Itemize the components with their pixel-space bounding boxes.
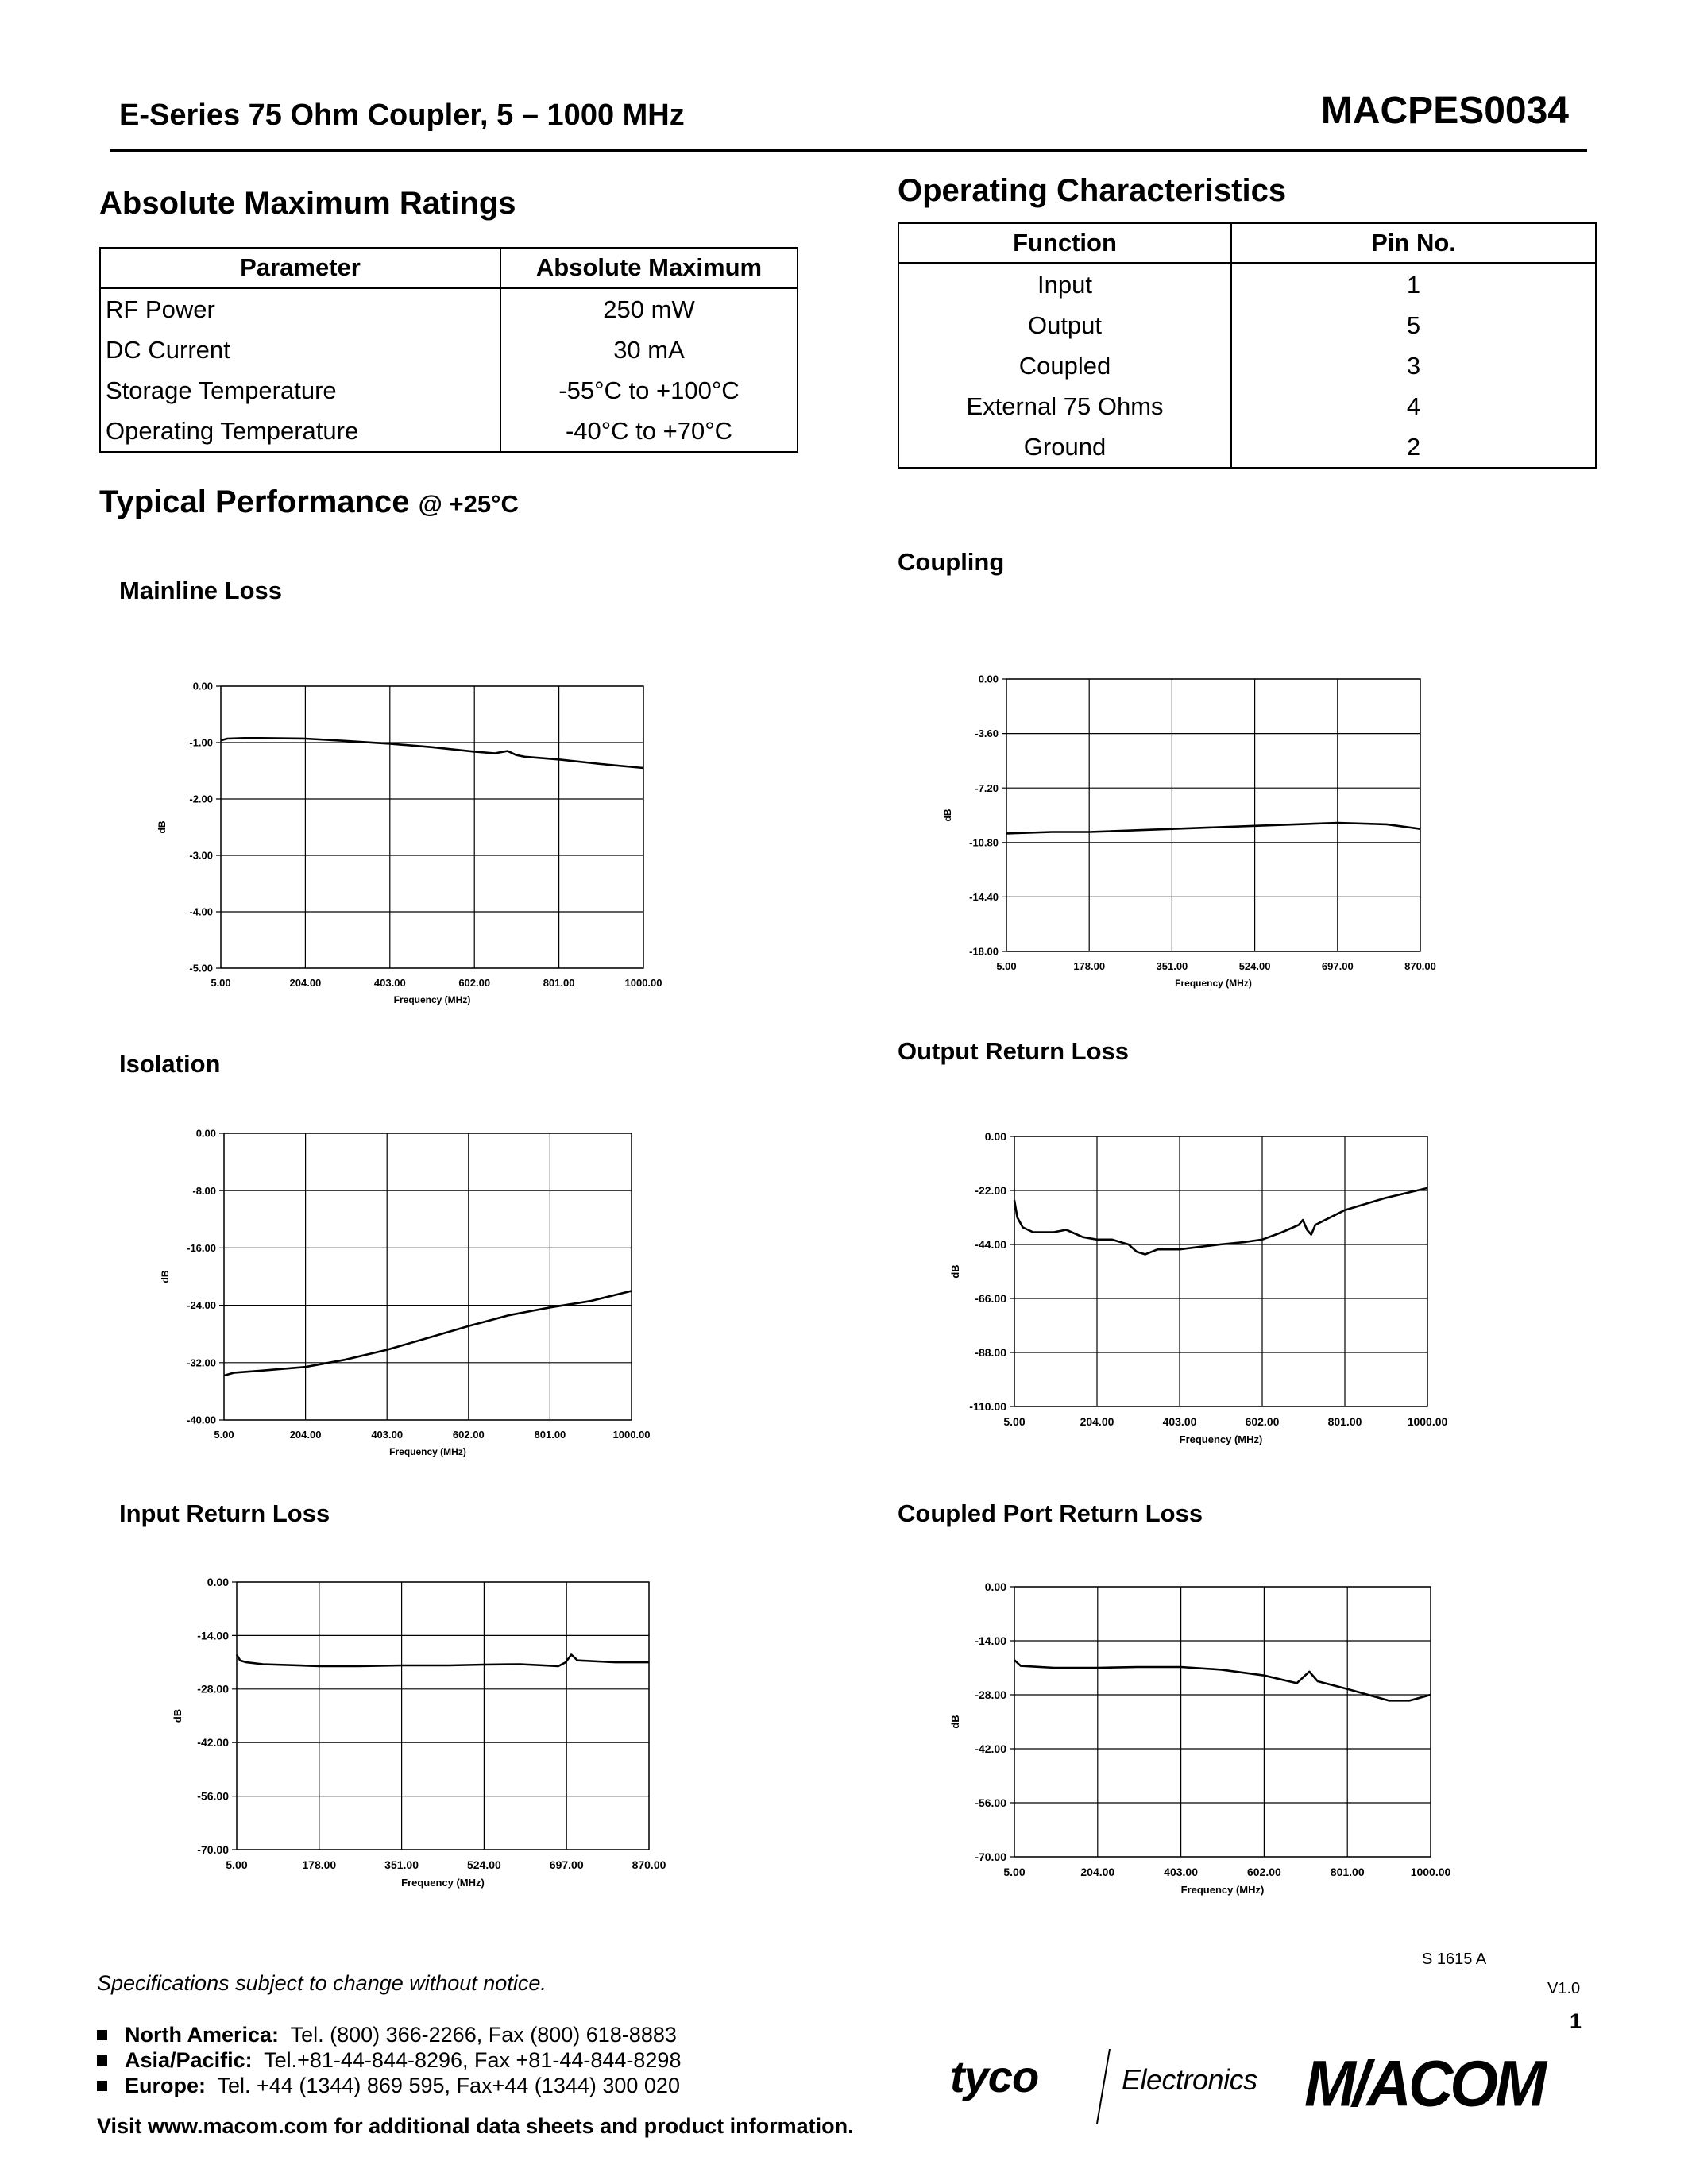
y-tick-label: -14.00 <box>975 1634 1006 1647</box>
y-tick-label: -7.20 <box>975 781 999 794</box>
operating-pin: 4 <box>1231 386 1596 426</box>
x-tick-label: 602.00 <box>452 1429 485 1441</box>
y-tick-label: -56.00 <box>197 1789 229 1803</box>
operating-header-function: Function <box>898 223 1231 264</box>
operating-header-pin: Pin No. <box>1231 223 1596 264</box>
chart-title-input-rl: Input Return Loss <box>119 1499 330 1527</box>
operating-function: Ground <box>898 426 1231 468</box>
x-tick-label: 351.00 <box>1156 960 1188 972</box>
visit-website-note: Visit www.macom.com for additional data sheets and product information. <box>97 2114 854 2138</box>
x-tick-label: 697.00 <box>549 1858 584 1871</box>
bullet-square-icon <box>97 2030 107 2040</box>
x-axis-label: Frequency (MHz) <box>1179 1433 1263 1445</box>
y-tick-label: -3.60 <box>975 727 999 740</box>
y-tick-label: -88.00 <box>975 1345 1006 1359</box>
ratings-param: DC Current <box>100 330 500 370</box>
y-tick-label: -40.00 <box>187 1414 216 1426</box>
x-tick-label: 5.00 <box>996 960 1017 972</box>
contact-numbers: Tel.+81-44-844-8296, Fax +81-44-844-8298 <box>264 2048 682 2072</box>
bullet-square-icon <box>97 2055 107 2066</box>
y-tick-label: 0.00 <box>207 1575 229 1588</box>
contact-asia-pacific <box>97 2048 681 2073</box>
y-tick-label: -42.00 <box>975 1742 1006 1755</box>
y-tick-label: -56.00 <box>975 1796 1006 1809</box>
contact-region: Europe: <box>125 2074 207 2097</box>
y-axis-label: dB <box>949 1715 961 1729</box>
y-tick-label: -28.00 <box>197 1682 229 1696</box>
electronics-logo-text: Electronics <box>1122 2063 1257 2096</box>
x-tick-label: 5.00 <box>1003 1415 1026 1428</box>
x-tick-label: 524.00 <box>1238 960 1271 972</box>
bullet-square-icon <box>97 2081 107 2091</box>
ratings-value: 250 mW <box>500 288 798 330</box>
contact-region: Asia/Pacific: <box>125 2048 253 2072</box>
performance-heading: Typical Performance <box>99 484 410 519</box>
page-number: 1 <box>1570 2009 1582 2033</box>
chart-title-coupled-rl: Coupled Port Return Loss <box>898 1499 1203 1527</box>
y-tick-label: -18.00 <box>969 945 999 958</box>
y-tick-label: 0.00 <box>978 673 999 685</box>
x-tick-label: 5.00 <box>214 1429 234 1441</box>
x-tick-label: 870.00 <box>632 1858 666 1871</box>
y-tick-label: -22.00 <box>975 1183 1006 1197</box>
x-axis-label: Frequency (MHz) <box>389 1446 466 1457</box>
operating-pin: 5 <box>1231 305 1596 345</box>
x-tick-label: 524.00 <box>466 1858 501 1871</box>
y-axis-label: dB <box>160 1270 171 1283</box>
y-tick-label: -3.00 <box>189 849 213 862</box>
y-tick-label: -44.00 <box>975 1237 1006 1251</box>
logo-divider-slash-icon <box>1092 2043 1116 2130</box>
y-tick-label: -28.00 <box>975 1688 1006 1701</box>
x-tick-label: 801.00 <box>1327 1415 1362 1428</box>
y-axis-label: dB <box>942 808 953 822</box>
y-tick-label: -5.00 <box>189 962 213 974</box>
chart-title-mainline: Mainline Loss <box>119 577 282 604</box>
macom-logo: M/ACOM <box>1304 2046 1543 2120</box>
x-axis-label: Frequency (MHz) <box>1175 978 1252 989</box>
y-tick-label: -42.00 <box>197 1736 229 1750</box>
contact-numbers: Tel. +44 (1344) 869 595, Fax+44 (1344) 300 020 <box>217 2074 680 2097</box>
x-tick-label: 697.00 <box>1321 960 1354 972</box>
operating-pin: 1 <box>1231 264 1596 306</box>
contact-north-america <box>97 2023 677 2047</box>
y-tick-label: -70.00 <box>197 1843 229 1856</box>
x-tick-label: 870.00 <box>1404 960 1436 972</box>
x-axis-label: Frequency (MHz) <box>1180 1884 1265 1896</box>
ratings-header-parameter: Parameter <box>100 248 500 288</box>
x-tick-label: 602.00 <box>1245 1415 1280 1428</box>
ratings-param: RF Power <box>100 288 500 330</box>
contact-europe <box>97 2074 680 2098</box>
y-tick-label: -10.80 <box>969 836 999 849</box>
ratings-param: Storage Temperature <box>100 370 500 411</box>
ratings-header-maximum: Absolute Maximum <box>500 248 798 288</box>
y-tick-label: -14.40 <box>969 890 999 903</box>
x-tick-label: 403.00 <box>373 977 406 989</box>
y-axis-label: dB <box>156 820 168 834</box>
y-axis-label: dB <box>949 1264 961 1279</box>
ratings-value: -40°C to +70°C <box>500 411 798 452</box>
x-tick-label: 602.00 <box>1246 1866 1281 1878</box>
y-tick-label: -1.00 <box>189 736 213 749</box>
operating-function: Output <box>898 305 1231 345</box>
chart-title-output-rl: Output Return Loss <box>898 1037 1130 1065</box>
contact-region: North America: <box>125 2023 280 2047</box>
y-tick-label: -70.00 <box>975 1850 1006 1863</box>
ratings-value: 30 mA <box>500 330 798 370</box>
version: V1.0 <box>1547 1980 1581 1997</box>
x-tick-label: 801.00 <box>1330 1866 1365 1878</box>
x-tick-label: 403.00 <box>1162 1415 1197 1428</box>
x-tick-label: 1000.00 <box>1410 1866 1451 1878</box>
operating-pin: 3 <box>1231 345 1596 386</box>
y-tick-label: 0.00 <box>984 1580 1006 1593</box>
x-tick-label: 204.00 <box>1080 1866 1115 1878</box>
x-tick-label: 204.00 <box>1080 1415 1114 1428</box>
x-tick-label: 5.00 <box>1003 1866 1026 1878</box>
x-tick-label: 178.00 <box>1073 960 1106 972</box>
x-tick-label: 178.00 <box>302 1858 337 1871</box>
chart-title-coupling: Coupling <box>898 548 1005 576</box>
y-tick-label: -32.00 <box>187 1356 216 1369</box>
y-tick-label: 0.00 <box>195 1127 216 1140</box>
specifications-notice: Specifications subject to change without notice. <box>97 1971 547 1995</box>
y-tick-label: 0.00 <box>984 1129 1006 1143</box>
operating-function: Input <box>898 264 1231 306</box>
y-tick-label: -24.00 <box>187 1299 216 1312</box>
plot-frame <box>1014 1587 1431 1857</box>
part-number: MACPES0034 <box>1320 90 1569 132</box>
x-tick-label: 1000.00 <box>624 977 662 989</box>
x-tick-label: 351.00 <box>384 1858 419 1871</box>
x-tick-label: 5.00 <box>226 1858 248 1871</box>
operating-pin: 2 <box>1231 426 1596 468</box>
x-axis-label: Frequency (MHz) <box>401 1877 485 1889</box>
y-tick-label: -16.00 <box>187 1241 216 1254</box>
operating-function: Coupled <box>898 345 1231 386</box>
x-tick-label: 403.00 <box>1164 1866 1199 1878</box>
y-tick-label: -66.00 <box>975 1291 1006 1305</box>
document-reference: S 1615 A <box>1422 1951 1487 1968</box>
x-tick-label: 801.00 <box>543 977 575 989</box>
x-tick-label: 204.00 <box>289 977 322 989</box>
y-tick-label: -4.00 <box>189 905 213 918</box>
x-tick-label: 602.00 <box>458 977 491 989</box>
operating-function: External 75 Ohms <box>898 386 1231 426</box>
x-axis-label: Frequency (MHz) <box>393 994 471 1005</box>
contact-numbers: Tel. (800) 366-2266, Fax (800) 618-8883 <box>290 2023 677 2047</box>
tyco-logo: tyco <box>950 2051 1039 2101</box>
x-tick-label: 1000.00 <box>612 1429 651 1441</box>
y-axis-label: dB <box>172 1708 183 1723</box>
x-tick-label: 403.00 <box>371 1429 404 1441</box>
y-tick-label: -14.00 <box>197 1629 229 1642</box>
operating-title: Operating Characteristics <box>898 173 1287 208</box>
x-tick-label: 5.00 <box>211 977 231 989</box>
chart-title-isolation: Isolation <box>119 1050 221 1078</box>
y-tick-label: -2.00 <box>189 793 213 805</box>
ratings-param: Operating Temperature <box>100 411 500 452</box>
x-tick-label: 801.00 <box>534 1429 566 1441</box>
y-tick-label: -8.00 <box>192 1184 216 1197</box>
x-tick-label: 204.00 <box>289 1429 322 1441</box>
x-tick-label: 1000.00 <box>1407 1415 1448 1428</box>
y-tick-label: -110.00 <box>969 1399 1006 1413</box>
ratings-value: -55°C to +100°C <box>500 370 798 411</box>
ratings-title: Absolute Maximum Ratings <box>99 186 516 221</box>
y-tick-label: 0.00 <box>192 680 213 693</box>
document-title: E-Series 75 Ohm Coupler, 5 – 1000 MHz <box>119 98 685 132</box>
performance-condition: @ +25°C <box>418 490 519 518</box>
